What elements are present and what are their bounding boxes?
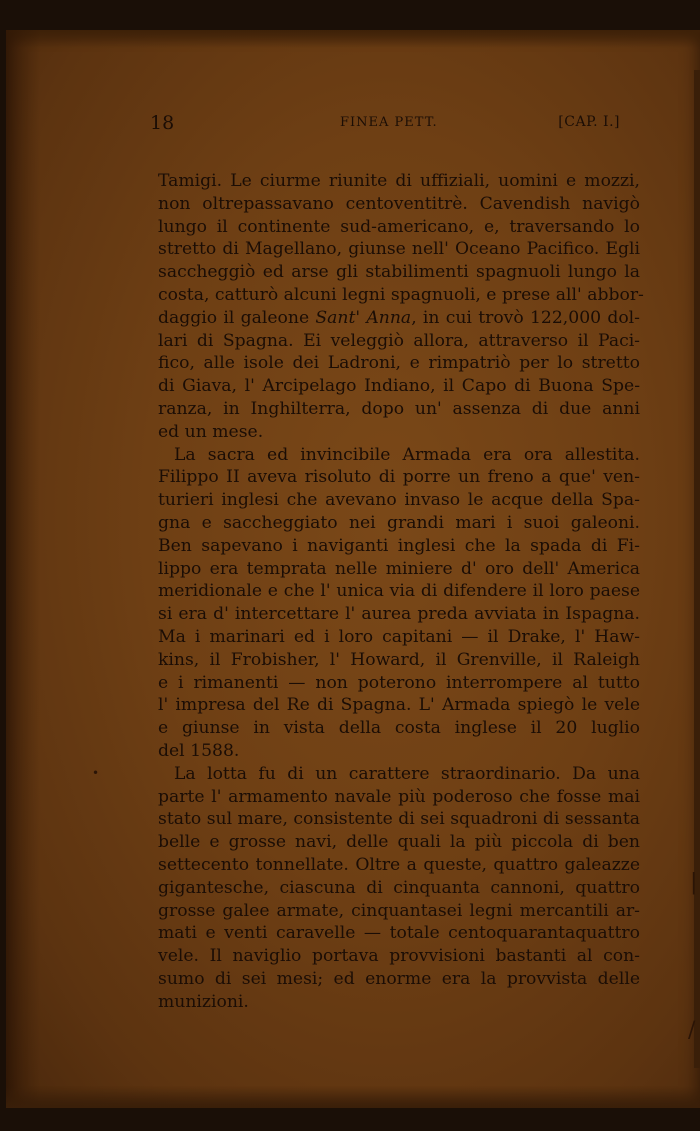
- text-line: Filippo II aveva risoluto di porre un freno a que' ven-: [158, 467, 640, 488]
- edge-mark: |: [690, 870, 698, 895]
- paragraph: [158, 763, 640, 1014]
- text-line: si era d' intercettare l' aurea preda avviata in Ispagna.: [158, 604, 640, 625]
- page-top-edge: [6, 30, 700, 48]
- text-line: e i rimanenti — non poterono interrompere al tutto: [158, 672, 640, 693]
- text-line: La lotta fu di un carattere straordinario. Da una: [174, 763, 640, 784]
- text-line: e giunse in vista della costa inglese il 20 luglio: [158, 718, 640, 739]
- paragraph: [158, 170, 644, 444]
- page-bottom-edge: [6, 1086, 700, 1108]
- page-number: 18: [150, 112, 175, 134]
- text-line: Ma i marinari ed i loro capitani — il Drake, l' Haw-: [158, 626, 640, 647]
- text-line: belle e grosse navi, delle quali la più piccola di ben: [158, 832, 640, 853]
- chapter-label: [CAP. I.]: [558, 114, 620, 130]
- page-right-edge: [694, 70, 700, 1068]
- text-line: ranza, in Inghilterra, dopo un' assenza di due anni: [158, 398, 640, 419]
- text-line: settecento tonnellate. Oltre a queste, quattro galeazze: [158, 854, 640, 875]
- text-line: saccheggiò ed arse gli stabilimenti spagnuoli lungo la: [158, 262, 640, 283]
- text-line: Tamigi. Le ciurme riunite di uffiziali, uomini e mozzi,: [158, 171, 640, 191]
- text-line: lungo il continente sud-americano, e, traversando lo: [158, 216, 640, 237]
- text-line: vele. Il naviglio portava provvisioni bastanti al con-: [158, 946, 640, 967]
- text-line: non oltrepassavano centoventitrè. Cavendish navigò: [158, 193, 640, 214]
- text-line: ed un mese.: [158, 421, 264, 442]
- text-line: di Giava, l' Arcipelago Indiano, il Capo di Buona Spe-: [158, 376, 640, 397]
- text-line: meridionale e che l' unica via di difendere il loro paese: [158, 581, 640, 602]
- text-line: parte l' armamento navale più poderoso che fosse mai: [158, 786, 640, 807]
- text-line: stato sul mare, consistente di sei squadroni di sessanta: [158, 809, 640, 830]
- text-line: Ben sapevano i naviganti inglesi che la spada di Fi-: [158, 535, 640, 556]
- text-line: gna e saccheggiato nei grandi mari i suoi galeoni.: [158, 512, 640, 533]
- text-line: lippo era temprata nelle miniere d' oro dell' America: [158, 558, 640, 579]
- edge-mark: /: [688, 1018, 696, 1043]
- page-header: [150, 112, 620, 136]
- text-line: grosse galee armate, cinquantasei legni mercantili ar-: [158, 900, 640, 921]
- body-text: [158, 170, 644, 1013]
- text-line: mati e venti caravelle — totale centoquarantaquattro: [158, 923, 640, 944]
- text-line: sumo di sei mesi; ed enorme era la provvista delle: [158, 968, 640, 989]
- gutter-shadow: [6, 30, 40, 1108]
- text-line: fico, alle isole dei Ladroni, e rimpatriò per lo stretto: [158, 353, 640, 374]
- paragraph: [158, 444, 640, 763]
- text-line: daggio il galeone Sant' Anna, in cui trovò 122,000 dol-: [158, 307, 640, 328]
- text-line: stretto di Magellano, giunse nell' Oceano Pacifico. Egli: [158, 239, 640, 260]
- speck-mark: •: [92, 766, 100, 780]
- text-line: costa, catturò alcuni legni spagnuoli, e prese all' abbor-: [158, 284, 644, 305]
- text-line: kins, il Frobisher, l' Howard, il Grenville, il Raleigh: [158, 649, 640, 670]
- text-line: del 1588.: [158, 740, 240, 761]
- text-line: munizioni.: [158, 991, 249, 1012]
- text-line: turieri inglesi che avevano invaso le acque della Spa-: [158, 490, 640, 511]
- text-line: lari di Spagna. Ei veleggiò allora, attraverso il Paci-: [158, 330, 640, 351]
- text-line: La sacra ed invincibile Armada era ora allestita.: [174, 444, 640, 465]
- running-title: FINEA PETT.: [340, 115, 438, 130]
- text-line: gigantesche, ciascuna di cinquanta cannoni, quattro: [158, 877, 640, 898]
- text-line: l' impresa del Re di Spagna. L' Armada spiegò le vele: [158, 695, 640, 716]
